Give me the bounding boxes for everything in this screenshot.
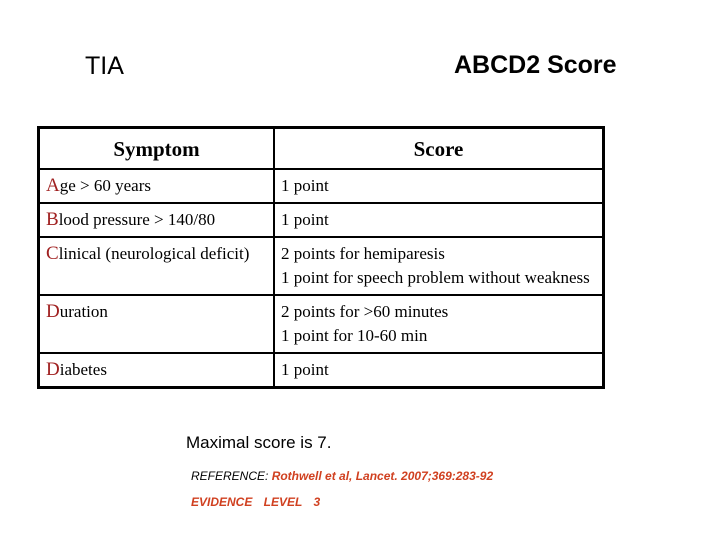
score-cell	[274, 169, 604, 203]
score-line: 2 points for hemiparesis	[281, 244, 445, 263]
score-cell	[274, 353, 604, 388]
symptom-cell	[39, 353, 275, 388]
symptom-text: linical (neurological deficit)	[58, 244, 250, 263]
table-row	[39, 169, 604, 203]
reference-value: Rothwell et al, Lancet. 2007;369:283-92	[271, 469, 494, 483]
score-line: 1 point	[281, 176, 329, 195]
reference-label: REFERENCE:	[191, 469, 269, 483]
header-score: Score	[274, 128, 604, 170]
symptom-cell	[39, 295, 275, 353]
symptom-initial: A	[46, 175, 60, 196]
symptom-initial: B	[46, 209, 59, 230]
table-row	[39, 353, 604, 388]
symptom-cell	[39, 169, 275, 203]
abcd2-table	[37, 126, 605, 389]
slide-label: TIA	[85, 52, 124, 80]
symptom-cell	[39, 203, 275, 237]
symptom-initial: D	[46, 359, 60, 380]
symptom-initial: C	[46, 243, 59, 264]
score-cell	[274, 237, 604, 295]
symptom-text: lood pressure > 140/80	[58, 210, 216, 229]
evidence-level: EVIDENCE LEVEL 3	[191, 495, 321, 509]
symptom-cell	[39, 237, 275, 295]
table-row	[39, 295, 604, 353]
symptom-text: iabetes	[59, 360, 107, 379]
score-line: 1 point	[281, 210, 329, 229]
symptom-text: uration	[59, 302, 108, 321]
slide-title: ABCD2 Score	[454, 51, 617, 79]
score-line: 1 point for 10-60 min	[281, 326, 428, 345]
table-header	[39, 128, 604, 170]
score-line: 1 point	[281, 360, 329, 379]
table-row	[39, 237, 604, 295]
score-cell	[274, 295, 604, 353]
maximal-score: Maximal score is 7.	[186, 433, 332, 452]
score-line: 1 point for speech problem without weakness	[281, 268, 590, 287]
score-cell	[274, 203, 604, 237]
reference	[191, 469, 493, 483]
symptom-initial: D	[46, 301, 60, 322]
symptom-text: ge > 60 years	[59, 176, 151, 195]
score-line: 2 points for >60 minutes	[281, 302, 449, 321]
header-symptom: Symptom	[39, 128, 275, 170]
table-row	[39, 203, 604, 237]
